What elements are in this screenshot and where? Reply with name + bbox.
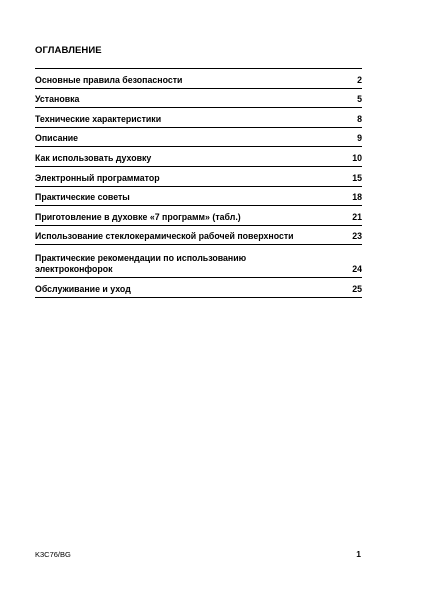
toc-entry-page: 25 — [352, 283, 362, 294]
toc-entry-text: Электронный программатор — [35, 172, 160, 183]
toc-entry[interactable] — [35, 69, 362, 89]
page-number: 1 — [356, 549, 361, 559]
toc-entry-page: 15 — [352, 172, 362, 183]
toc-entry-page: 18 — [352, 192, 362, 203]
toc-entry[interactable] — [35, 167, 362, 187]
toc-entry-text: Описание — [35, 133, 79, 144]
toc-entry[interactable] — [35, 245, 362, 278]
toc-entry-page: 23 — [352, 231, 362, 242]
toc-entry[interactable] — [35, 206, 362, 226]
toc-entry-text: Практические советы — [35, 192, 130, 203]
toc-entry-text: Установка — [35, 94, 80, 105]
toc-entry[interactable] — [35, 226, 362, 246]
toc-entry-page: 8 — [357, 113, 362, 124]
toc-entry-page: 2 — [357, 74, 362, 85]
toc-entry-text: Использование стеклокерамической рабочей поверхности — [35, 231, 294, 242]
toc-entry-text: Обслуживание и уход — [35, 283, 131, 294]
toc-list — [35, 69, 362, 298]
toc-entry[interactable] — [35, 128, 362, 148]
toc-entry-page: 21 — [352, 211, 362, 222]
document-code: K3C76/BG — [35, 550, 71, 559]
toc-entry-page: 9 — [357, 133, 362, 144]
toc-entry[interactable] — [35, 278, 362, 298]
toc-entry[interactable] — [35, 89, 362, 109]
toc-entry-text: Технические характеристики — [35, 113, 162, 124]
toc-title: ОГЛАВЛЕНИЕ — [35, 45, 102, 56]
toc-entry-page: 5 — [357, 94, 362, 105]
toc-entry-text: Как использовать духовку — [35, 152, 152, 163]
toc-entry[interactable] — [35, 108, 362, 128]
toc-entry-text: Основные правила безопасности — [35, 74, 183, 85]
toc-entry[interactable] — [35, 187, 362, 207]
toc-entry-page: 10 — [352, 152, 362, 163]
toc-entry-text: Практические рекомендации по использованию электроконфорок — [35, 253, 247, 275]
toc-entry[interactable] — [35, 147, 362, 167]
toc-entry-page: 24 — [352, 264, 362, 275]
toc-entry-text: Приготовление в духовке «7 программ» (табл.) — [35, 211, 241, 222]
